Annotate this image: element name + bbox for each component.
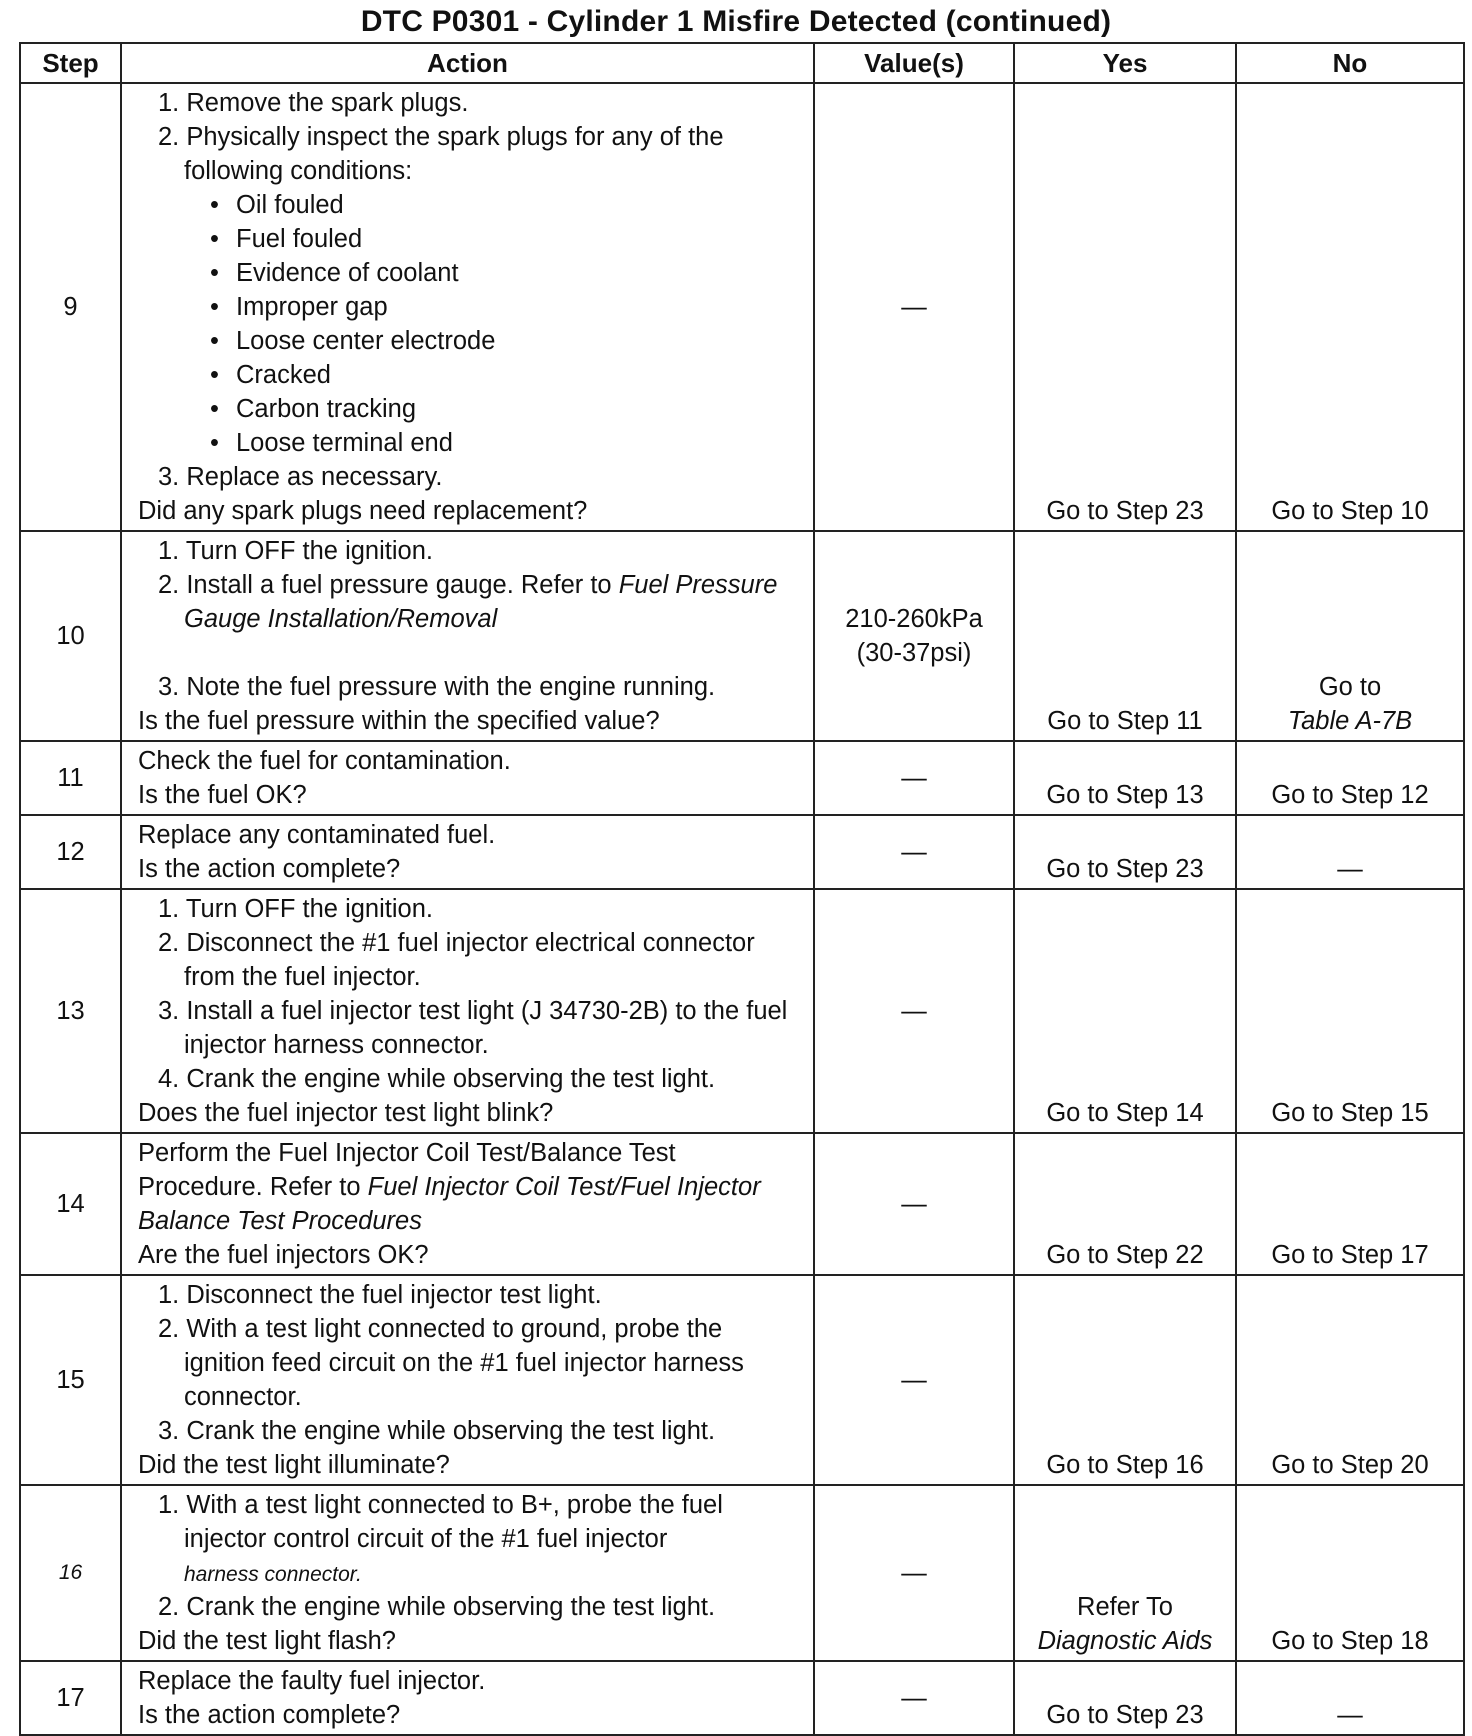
diagnostic-aids-reference: Diagnostic Aids [1037,1627,1213,1655]
condition-item: • Loose center electrode [210,324,805,358]
table-reference: Table A-7B [1287,707,1413,735]
header-action: Action [121,43,814,83]
step-number: 11 [20,741,121,815]
step-number: 12 [20,815,121,889]
header-step: Step [20,43,121,83]
no-result: Go to Step 10 [1236,83,1464,531]
value-cell: — [814,83,1014,531]
bullet-icon: • [210,429,219,457]
header-no: No [1236,43,1464,83]
yes-result: Go to Step 11 [1014,531,1236,741]
yes-result: Go to Step 23 [1014,1661,1236,1735]
action-step: 2. Physically inspect the spark plugs for any of the following conditions: [158,123,724,185]
step-number: 15 [20,1275,121,1485]
action-step: 3. Crank the engine while observing the test light. [158,1417,716,1445]
yes-result: Go to Step 13 [1014,741,1236,815]
header-yes: Yes [1014,43,1236,83]
bullet-icon: • [210,293,219,321]
value-cell: — [814,889,1014,1133]
no-result: Go to Step 17 [1236,1133,1464,1275]
action-cell: Check the fuel for contamination. Is the fuel OK? [121,741,814,815]
value-cell: — [814,1275,1014,1485]
value-cell: — [814,1133,1014,1275]
action-step: 3. Replace as necessary. [158,463,443,491]
table-row [20,83,1464,531]
bullet-icon: • [210,191,219,219]
step-number: 17 [20,1661,121,1735]
procedure-reference: Fuel Injector Coil Test/Fuel Injector Balance Test Procedures [138,1173,761,1235]
header-values: Value(s) [814,43,1014,83]
step-number: 13 [20,889,121,1133]
action-step: 1. Turn OFF the ignition. [158,895,433,923]
no-result: Go to Step 20 [1236,1275,1464,1485]
step-number: 10 [20,531,121,741]
spacer [138,636,805,670]
condition-item: • Cracked [210,358,805,392]
no-result: Go to Table A-7B [1236,531,1464,741]
condition-item: • Carbon tracking [210,392,805,426]
yes-result: Go to Step 16 [1014,1275,1236,1485]
value-cell: — [814,1661,1014,1735]
action-question: Is the action complete? [138,1701,401,1729]
bullet-icon: • [210,259,219,287]
diagnostic-table [19,42,1465,1736]
value-cell: — [814,815,1014,889]
no-result: Go to Step 18 [1236,1485,1464,1661]
condition-item: • Loose terminal end [210,426,805,460]
no-result: Go to Step 15 [1236,889,1464,1133]
step-number: 14 [20,1133,121,1275]
step-number: 16 [20,1485,121,1661]
table-row [20,889,1464,1133]
action-question: Are the fuel injectors OK? [138,1241,429,1269]
bullet-icon: • [210,361,219,389]
action-cell: Replace the faulty fuel injector. Is the action complete? [121,1661,814,1735]
yes-result: Go to Step 14 [1014,889,1236,1133]
action-step: 3. Install a fuel injector test light (J 34730-2B) to the fuel injector harness connector. [158,997,788,1059]
action-step: 1. Disconnect the fuel injector test light. [158,1281,602,1309]
condition-item: • Fuel fouled [210,222,805,256]
action-cell [121,1485,814,1661]
condition-item: • Evidence of coolant [210,256,805,290]
no-result: — [1236,1661,1464,1735]
bullet-icon: • [210,225,219,253]
no-result: — [1236,815,1464,889]
yes-result: Refer To Diagnostic Aids [1014,1485,1236,1661]
action-step: 3. Note the fuel pressure with the engine running. [158,673,716,701]
action-question: Does the fuel injector test light blink? [138,1099,554,1127]
no-result: Go to Step 12 [1236,741,1464,815]
pressure-psi: (30-37psi) [856,639,972,667]
step-number: 9 [20,83,121,531]
yes-result: Go to Step 23 [1014,83,1236,531]
condition-item: • Improper gap [210,290,805,324]
action-step: 2. Disconnect the #1 fuel injector electrical connector from the fuel injector. [158,929,755,991]
action-question: Did any spark plugs need replacement? [138,497,588,525]
pressure-kpa: 210-260kPa [845,605,983,633]
table-row [20,1133,1464,1275]
yes-result: Go to Step 23 [1014,815,1236,889]
action-step: 1. Remove the spark plugs. [158,89,469,117]
action-step: 1. Turn OFF the ignition. [158,537,433,565]
action-cell: Replace any contaminated fuel. Is the action complete? [121,815,814,889]
table-row [20,531,1464,741]
table-row [20,1275,1464,1485]
action-cell [121,1275,814,1485]
action-question: Did the test light flash? [138,1627,396,1655]
table-row [20,1661,1464,1735]
page-title: DTC P0301 - Cylinder 1 Misfire Detected (continued) [360,5,1112,38]
action-step: 2. With a test light connected to ground, probe the ignition feed circuit on the #1 fuel injector harness connector. [158,1315,744,1411]
condition-item: • Oil fouled [210,188,805,222]
bullet-icon: • [210,327,219,355]
action-cell: Perform the Fuel Injector Coil Test/Balance Test Procedure. Refer to Fuel Injector Coil Test/Fuel Injector Balance Test Procedures Are the fuel injectors OK? [121,1133,814,1275]
table-row [20,741,1464,815]
action-cell [121,889,814,1133]
action-step: 4. Crank the engine while observing the test light. [158,1065,716,1093]
procedure-reference: Fuel Pressure Gauge Installation/Removal [184,571,778,633]
table-header-row [20,43,1464,83]
value-cell: — [814,741,1014,815]
action-cell [121,531,814,741]
bullet-icon: • [210,395,219,423]
action-question: Is the fuel pressure within the specified value? [138,707,660,735]
value-cell: — [814,1485,1014,1661]
action-step: 2. Crank the engine while observing the test light. [158,1593,716,1621]
value-cell [814,531,1014,741]
action-question: Is the action complete? [138,855,401,883]
table-row [20,815,1464,889]
action-step: 1. With a test light connected to B+, probe the fuel injector control circuit of the #1 fuel injector harness connector. [158,1491,723,1586]
action-cell [121,83,814,531]
action-question: Is the fuel OK? [138,781,307,809]
action-step: 2. Install a fuel pressure gauge. Refer to Fuel Pressure Gauge Installation/Removal [158,571,778,633]
action-question: Did the test light illuminate? [138,1451,450,1479]
yes-result: Go to Step 22 [1014,1133,1236,1275]
table-row [20,1485,1464,1661]
